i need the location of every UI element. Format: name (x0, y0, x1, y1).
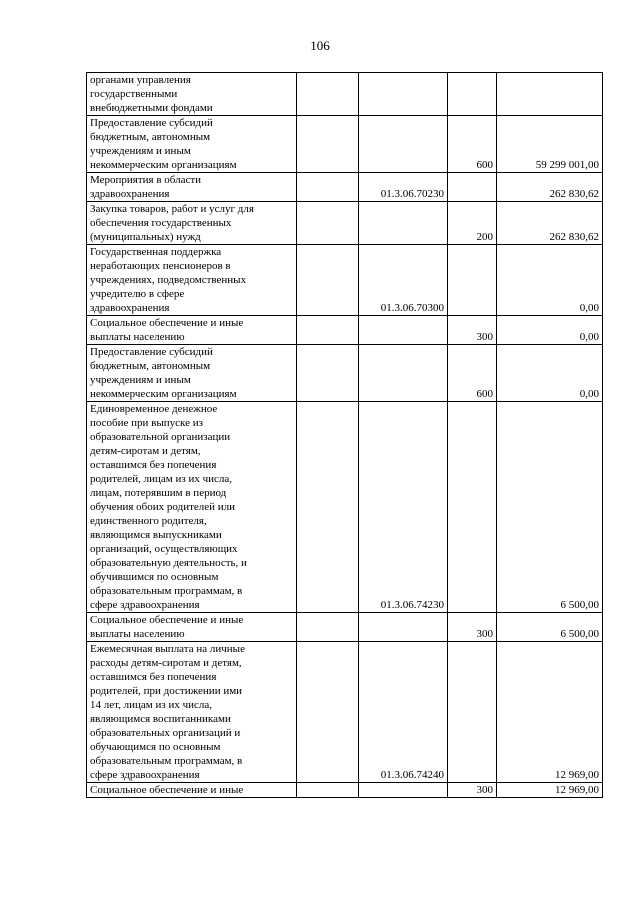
row-vr-cell (448, 245, 497, 316)
row-empty-cell (297, 613, 359, 642)
row-name-cell: Государственная поддержка неработающих пенсионеров в учреждениях, подведомственных учредителю в сфере здравоохранения (87, 245, 297, 316)
table-row (87, 245, 603, 316)
table-row (87, 783, 603, 798)
row-csr-cell: 01.3.06.70300 (359, 245, 448, 316)
row-name-cell: Ежемесячная выплата на личные расходы детям-сиротам и детям, оставшимся без попечения родителей, при достижении ими 14 лет, лицам из их числа, являющимся воспитанниками образовательных организаций и обучающимся по основным образовательным программам, в сфере здравоохранения (87, 642, 297, 783)
table-row (87, 316, 603, 345)
row-vr-cell (448, 642, 497, 783)
row-empty-cell (297, 316, 359, 345)
row-amount-cell: 0,00 (497, 316, 603, 345)
row-name-cell: Мероприятия в области здравоохранения (87, 173, 297, 202)
row-empty-cell (297, 116, 359, 173)
row-amount-cell: 6 500,00 (497, 613, 603, 642)
row-amount-cell: 0,00 (497, 245, 603, 316)
table-row (87, 402, 603, 613)
table-body (87, 73, 603, 798)
row-name-cell: Социальное обеспечение и иные выплаты населению (87, 316, 297, 345)
row-amount-cell: 6 500,00 (497, 402, 603, 613)
row-amount-cell: 262 830,62 (497, 202, 603, 245)
page-number: 106 (310, 38, 330, 53)
row-empty-cell (297, 173, 359, 202)
row-csr-cell: 01.3.06.70230 (359, 173, 448, 202)
row-csr-cell (359, 316, 448, 345)
table-row (87, 613, 603, 642)
row-vr-cell (448, 173, 497, 202)
row-empty-cell (297, 783, 359, 798)
row-name-cell: Предоставление субсидий бюджетным, автономным учреждениям и иным некоммерческим организациям (87, 116, 297, 173)
row-amount-cell: 262 830,62 (497, 173, 603, 202)
row-amount-cell: 59 299 001,00 (497, 116, 603, 173)
table-row (87, 73, 603, 116)
row-vr-cell: 600 (448, 345, 497, 402)
row-name-cell: Социальное обеспечение и иные (87, 783, 297, 798)
row-amount-cell: 12 969,00 (497, 783, 603, 798)
row-empty-cell (297, 642, 359, 783)
row-csr-cell (359, 613, 448, 642)
row-csr-cell (359, 73, 448, 116)
table-row (87, 116, 603, 173)
row-vr-cell: 300 (448, 316, 497, 345)
row-empty-cell (297, 402, 359, 613)
table-row (87, 345, 603, 402)
row-empty-cell (297, 345, 359, 402)
table-row (87, 202, 603, 245)
row-empty-cell (297, 202, 359, 245)
row-vr-cell (448, 402, 497, 613)
row-vr-cell: 300 (448, 783, 497, 798)
row-name-cell: Закупка товаров, работ и услуг для обеспечения государственных (муниципальных) нужд (87, 202, 297, 245)
row-csr-cell (359, 345, 448, 402)
row-amount-cell: 12 969,00 (497, 642, 603, 783)
row-csr-cell: 01.3.06.74240 (359, 642, 448, 783)
row-vr-cell: 200 (448, 202, 497, 245)
row-csr-cell (359, 783, 448, 798)
row-amount-cell: 0,00 (497, 345, 603, 402)
row-csr-cell (359, 202, 448, 245)
row-name-cell: Предоставление субсидий бюджетным, автономным учреждениям и иным некоммерческим организациям (87, 345, 297, 402)
row-name-cell: Единовременное денежное пособие при выпуске из образовательной организации детям-сиротам и детям, оставшимся без попечения родителей, лицам из их числа, лицам, потерявшим в период обучения обоих родителей или единственного родителя, являющимся выпускниками организаций, осуществляющих образовательную деятельность, и обучившимся по основным образовательным программам, в сфере здравоохранения (87, 402, 297, 613)
row-csr-cell (359, 116, 448, 173)
row-name-cell: Социальное обеспечение и иные выплаты населению (87, 613, 297, 642)
row-csr-cell: 01.3.06.74230 (359, 402, 448, 613)
table-row (87, 173, 603, 202)
row-vr-cell: 300 (448, 613, 497, 642)
row-vr-cell: 600 (448, 116, 497, 173)
row-amount-cell (497, 73, 603, 116)
table-row (87, 642, 603, 783)
row-name-cell: органами управления государственными внебюджетными фондами (87, 73, 297, 116)
budget-table (86, 72, 603, 798)
row-empty-cell (297, 73, 359, 116)
row-empty-cell (297, 245, 359, 316)
row-vr-cell (448, 73, 497, 116)
